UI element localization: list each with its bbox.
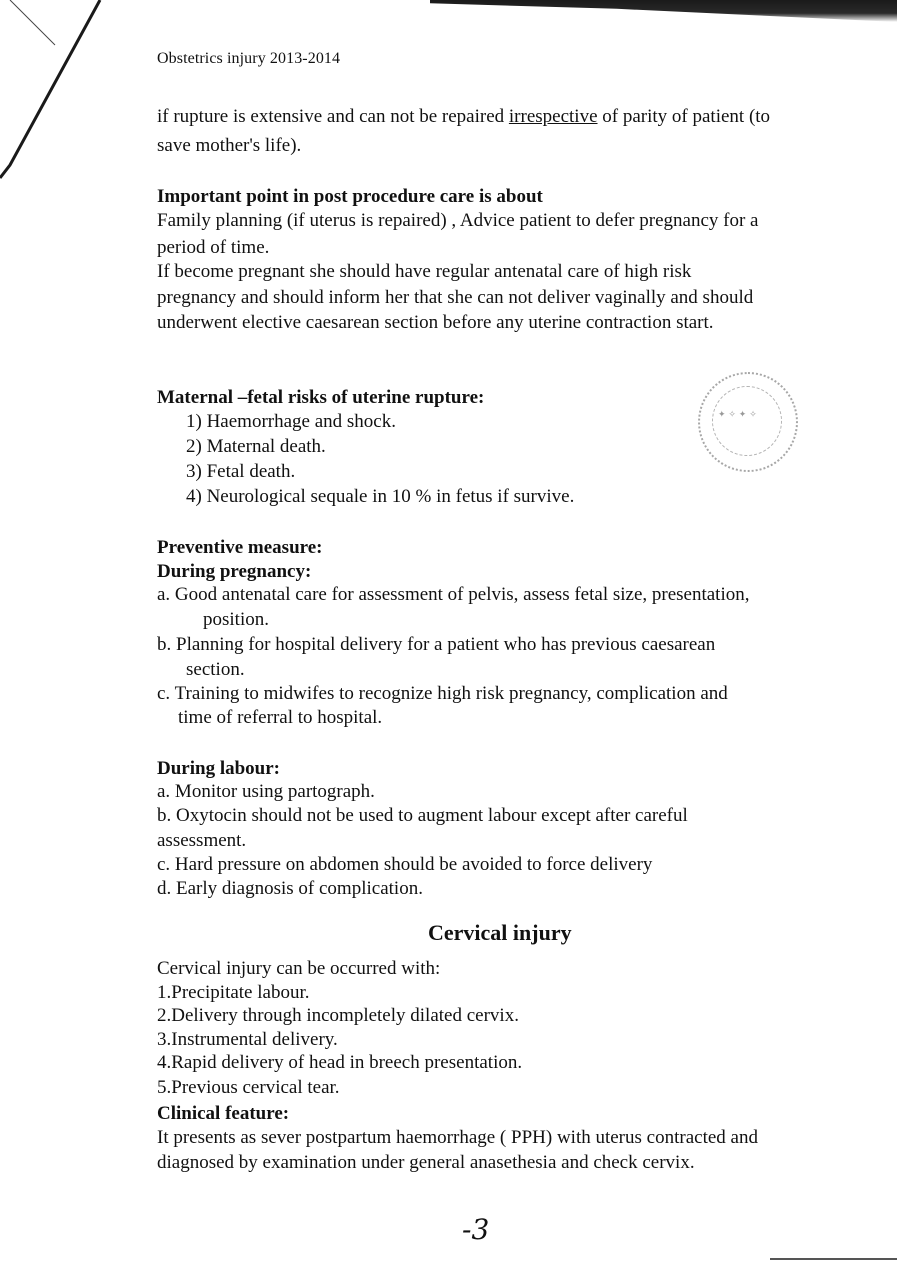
- post-procedure-line: pregnancy and should inform her that she can not deliver vaginally and should: [157, 287, 754, 308]
- post-procedure-line: If become pregnant she should have regular antenatal care of high risk: [157, 261, 692, 282]
- pregnancy-item: position.: [203, 609, 269, 630]
- risk-item: 4) Neurological sequale in 10 % in fetus if survive.: [186, 486, 575, 507]
- intro-line-1: if rupture is extensive and can not be repaired irrespective of parity of patient (to: [157, 106, 771, 127]
- pregnancy-item: c. Training to midwifes to recognize high risk pregnancy, complication and: [157, 683, 728, 704]
- preventive-heading: Preventive measure:: [157, 537, 323, 558]
- cervical-cause-item: 5.Previous cervical tear.: [157, 1077, 340, 1098]
- underlined-word: irrespective: [508, 106, 598, 127]
- labour-item: assessment.: [157, 830, 247, 851]
- maternal-risks-heading: Maternal –fetal risks of uterine rupture:: [157, 387, 485, 408]
- scan-shadow-top: [430, 0, 897, 22]
- post-procedure-line: underwent elective caesarean section before any uterine contraction start.: [157, 312, 714, 333]
- labour-item: b. Oxytocin should not be used to augment labour except after careful: [157, 805, 688, 826]
- cervical-cause-item: 4.Rapid delivery of head in breech presentation.: [157, 1052, 523, 1073]
- pregnancy-item: b. Planning for hospital delivery for a patient who has previous caesarean: [157, 634, 716, 655]
- page-number: -3: [462, 1213, 490, 1246]
- scan-edge-bottom: [770, 1258, 897, 1260]
- pregnancy-item: section.: [186, 659, 245, 680]
- clinical-feature-line: diagnosed by examination under general anasethesia and check cervix.: [157, 1152, 695, 1173]
- pregnancy-item: time of referral to hospital.: [178, 707, 383, 728]
- official-stamp: ✦ ✧ ✦ ✧: [698, 372, 798, 472]
- post-procedure-line: Family planning (if uterus is repaired) , Advice patient to defer pregnancy for a: [157, 210, 759, 231]
- risk-item: 2) Maternal death.: [186, 436, 326, 457]
- during-pregnancy-heading: During pregnancy:: [157, 561, 312, 582]
- post-procedure-heading: Important point in post procedure care is about: [157, 186, 543, 207]
- clinical-feature-heading: Clinical feature:: [157, 1103, 290, 1124]
- cervical-intro: Cervical injury can be occurred with:: [157, 958, 441, 979]
- during-labour-heading: During labour:: [157, 758, 280, 779]
- intro-line-2: save mother's life).: [157, 135, 302, 156]
- document-header: Obstetrics injury 2013-2014: [157, 50, 341, 67]
- scan-fold-mark: [0, 0, 120, 180]
- risk-item: 3) Fetal death.: [186, 461, 296, 482]
- pregnancy-item: a. Good antenatal care for assessment of pelvis, assess fetal size, presentation,: [157, 584, 750, 605]
- cervical-cause-item: 2.Delivery through incompletely dilated cervix.: [157, 1005, 519, 1026]
- section-title-cervical-injury: Cervical injury: [428, 920, 572, 945]
- risk-item: 1) Haemorrhage and shock.: [186, 411, 396, 432]
- labour-item: d. Early diagnosis of complication.: [157, 878, 423, 899]
- clinical-feature-line: It presents as sever postpartum haemorrhage ( PPH) with uterus contracted and: [157, 1127, 758, 1148]
- cervical-cause-item: 3.Instrumental delivery.: [157, 1029, 338, 1050]
- post-procedure-line: period of time.: [157, 237, 270, 258]
- labour-item: a. Monitor using partograph.: [157, 781, 375, 802]
- labour-item: c. Hard pressure on abdomen should be avoided to force delivery: [157, 854, 653, 875]
- cervical-cause-item: 1.Precipitate labour.: [157, 982, 310, 1003]
